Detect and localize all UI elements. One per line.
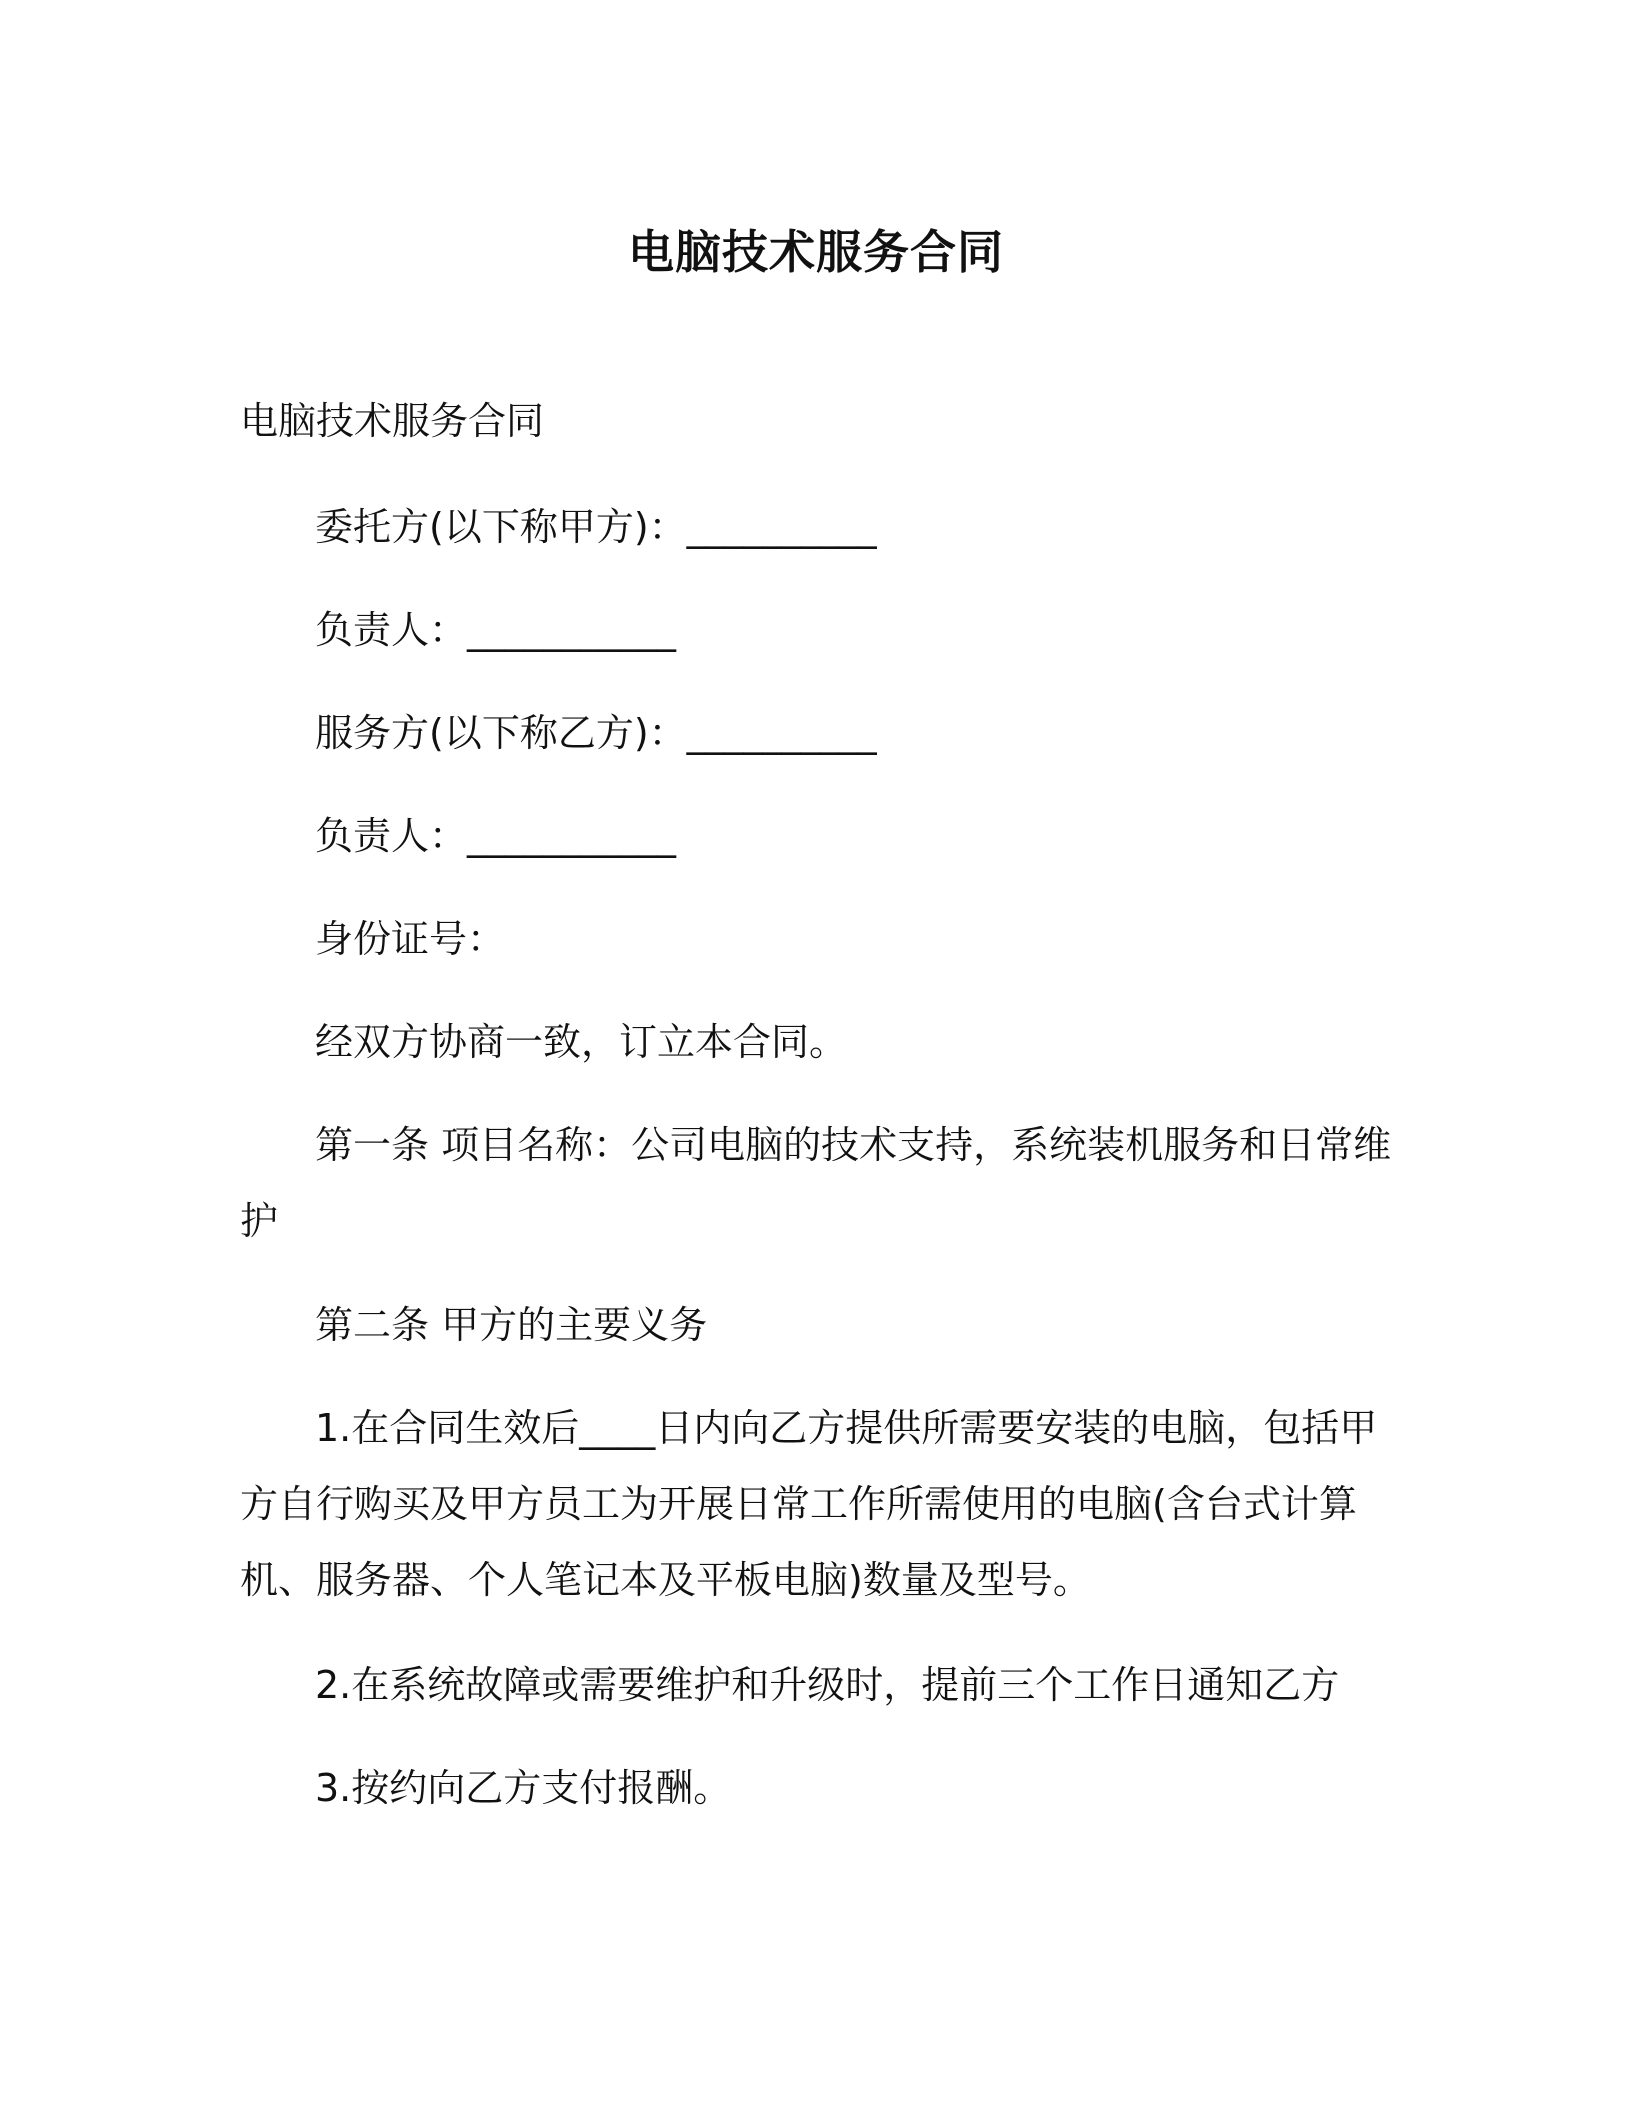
service-representative-line: 负责人：___________ bbox=[315, 814, 677, 858]
id-number-line: 身份证号： bbox=[315, 917, 506, 961]
client-representative-line: 负责人：___________ bbox=[315, 608, 677, 652]
obligation-item-2: 2.在系统故障或需要维护和升级时，提前三个工作日通知乙方 bbox=[315, 1663, 1340, 1707]
obligation-item-3: 3.按约向乙方支付报酬。 bbox=[315, 1766, 732, 1810]
service-party-line: 服务方(以下称乙方)：__________ bbox=[315, 711, 877, 755]
article-one: 第一条 项目名称：公司电脑的技术支持，系统装机服务和日常维护 bbox=[240, 1123, 1392, 1243]
page-title: 电脑技术服务合同 bbox=[628, 225, 1004, 279]
client-party-line: 委托方(以下称甲方)：__________ bbox=[315, 505, 877, 549]
agreement-statement: 经双方协商一致，订立本合同。 bbox=[315, 1020, 848, 1064]
obligation-item-1: 1.在合同生效后____日内向乙方提供所需要安装的电脑，包括甲方自行购买及甲方员工为开展日常工作所需使用的电脑(含台式计算机、服务器、个人笔记本及平板电脑)数量及型号。 bbox=[240, 1406, 1378, 1602]
article-two-heading: 第二条 甲方的主要义务 bbox=[315, 1303, 708, 1347]
contract-heading: 电脑技术服务合同 bbox=[240, 399, 545, 443]
